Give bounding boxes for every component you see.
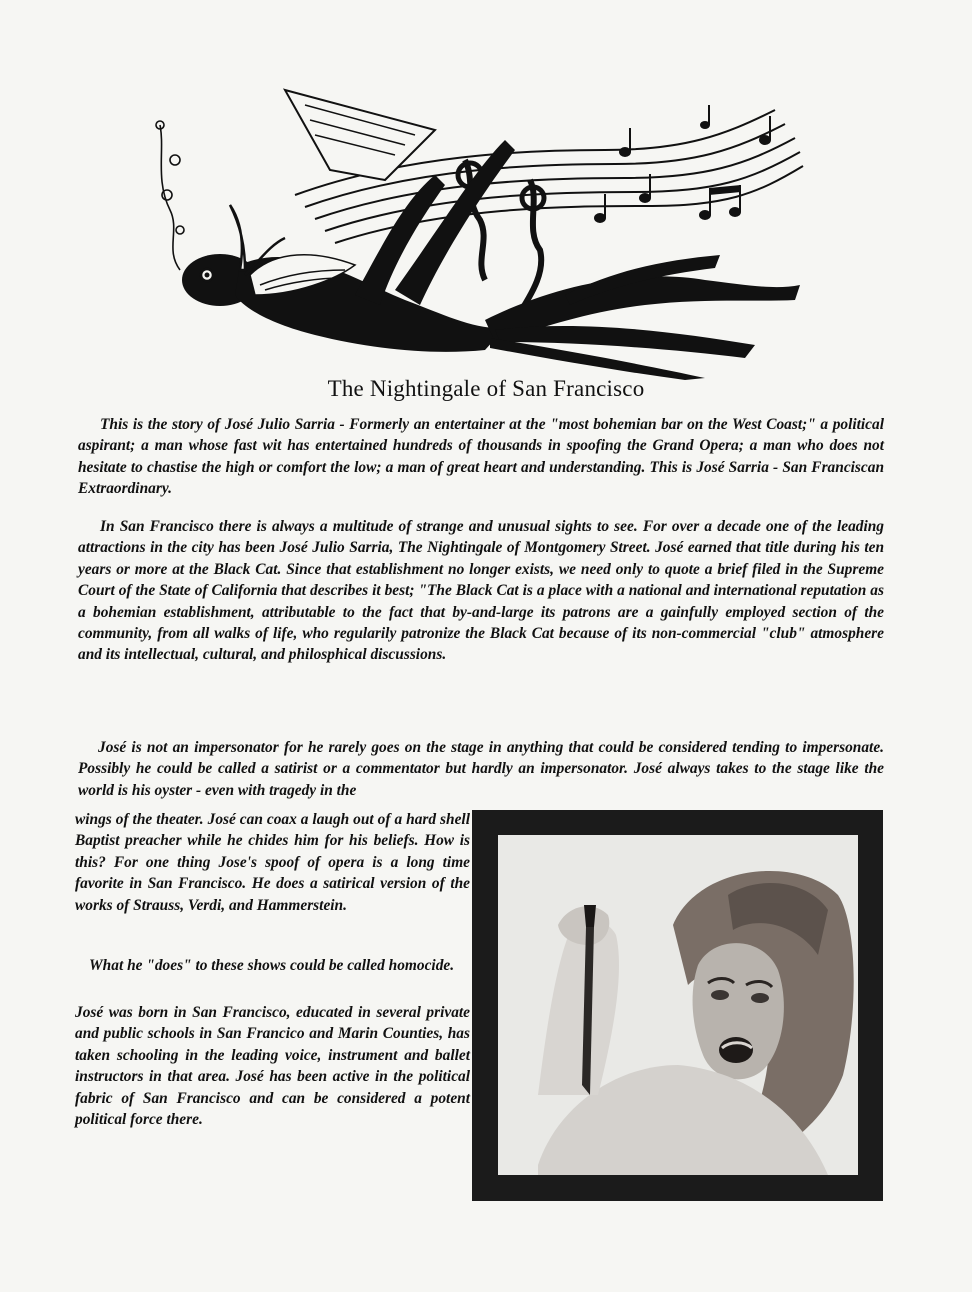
performer-photo-icon (498, 835, 858, 1175)
nightingale-illustration-icon (145, 80, 805, 380)
impersonator-paragraph: José is not an impersonator for he rarely goes on the stage in anything that could be considered tending to impersonate. Possibly he could be called a satirist or a commentator but hardly an impersonator. José always takes to the stage like the world is his oyster - even with tragedy in the (78, 739, 884, 799)
performer-photo-frame (472, 810, 883, 1201)
biography-paragraph: José was born in San Francisco, educated in several private and public schools in San Francico and Marin Counties, has taken schooling in the leading voice, instrument and ballet instructors in that area. José has been active in the political fabric of San Francisco and can be considered a potent political force there. (75, 1004, 470, 1129)
black-cat-paragraph: In San Francisco there is always a multitude of strange and unusual sights to see. For over a decade one of the leading attractions in the city has been José Julio Sarria, The Nightingale of Montgomery Street. José earned that title during his ten years or more at the Black Cat. Since that establishment no longer exists, we need only to quote a brief filed in the Supreme Court of the State of California that describes it best; "The Black Cat is a place with a national and international reputation as a bohemian establishment, attributable to the fact that by-and-large its patrons are a gainfully employed section of the community, from all walks of life, who regularily patronize the Black Cat because of its non-commercial "club" atmosphere and its intellectual, cultural, and philosphical discussions. (78, 518, 884, 664)
homocide-paragraph: What he "does" to these shows could be called homocide. (89, 957, 455, 974)
page-title: The Nightingale of San Francisco (327, 376, 645, 401)
opera-paragraph: wings of the theater. José can coax a laugh out of a hard shell Baptist preacher while he chides him for his beliefs. How is this? For one thing Jose's spoof of opera is a long time favorite in San Francisco. He does a satirical version of the works of Strauss, Verdi, and Hammerstein. (75, 811, 470, 914)
intro-paragraph: This is the story of José Julio Sarria - Formerly an entertainer at the "most bohemian bar on the West Coast;" a political aspirant; a man whose fast wit has entertained hundreds of thousands in spoofing the Grand Opera; a man who does not hesitate to chastise the high or comfort the low; a man of great heart and understanding. This is José Sarria - San Franciscan Extraordinary. (78, 416, 884, 498)
